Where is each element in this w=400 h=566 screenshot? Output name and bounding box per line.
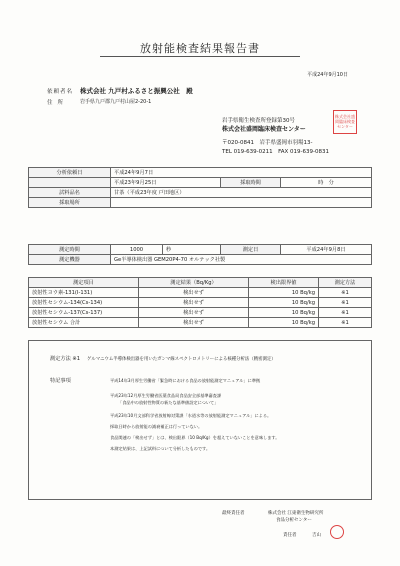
result-item: 放射性ヨウ素-131(I-131) [29, 288, 139, 298]
device-value: Ge半導体検出器 GEM20P4-70 オルテック社製 [111, 255, 372, 265]
stamp-text: 株式会社盛岡臨床検査センター [335, 114, 355, 129]
results-header-item: 測定項目 [29, 278, 139, 288]
note-line: 本測定結果は、上記試料について分析したものです。 [110, 446, 211, 451]
seal-stamp [330, 525, 344, 539]
result-value: 検出せず [139, 318, 249, 328]
note-line: 「食品中の放射性物質の新たな基準値設定について」 [118, 400, 219, 405]
final-responsible-org: 株式会社 江東衛生物研究所 [268, 511, 324, 516]
results-header-limit: 検出限界値 [249, 278, 319, 288]
measure-date-label: 測定日 [221, 245, 281, 255]
method-value: ゲルマニウム半導体検出器を用いたガンマ線スペクトロメトリーによる核種分析法（精密測定） [87, 357, 276, 362]
sampling-date-label [29, 178, 111, 188]
measure-time-value: 1000 [111, 245, 163, 255]
sampling-time-value: 時 分 [281, 178, 372, 188]
sample-info-table [28, 167, 372, 208]
notes-label: 特記事項 [50, 378, 71, 384]
final-responsible-label: 最終責任者 [222, 511, 245, 516]
measure-time-unit: 秒 [163, 245, 221, 255]
title-underline [100, 56, 300, 57]
lab-info [222, 117, 329, 156]
responsible-name: 吉山 [312, 533, 321, 538]
table-row [29, 318, 372, 328]
table-row [29, 308, 372, 318]
sampling-place-value [111, 198, 372, 208]
result-item: 放射性セシウム-134(Cs-134) [29, 298, 139, 308]
result-method: ※1 [319, 298, 372, 308]
result-value: 検出せず [139, 288, 249, 298]
result-item: 放射性セシウム 合計 [29, 318, 139, 328]
sampling-date-value: 平成23年9月25日 [111, 178, 221, 188]
client-name: 株式会社 九戸村ふるさと振興公社 殿 [80, 87, 193, 95]
address-value: 岩手県九戸郡九戸村山屋2-20-1 [80, 99, 152, 105]
result-limit: 10 Bq/kg [249, 318, 319, 328]
result-value: 検出せず [139, 298, 249, 308]
result-limit: 10 Bq/kg [249, 308, 319, 318]
results-table [28, 277, 372, 328]
company-stamp [333, 110, 357, 134]
address-label: 住所 [47, 100, 69, 106]
note-line: 平成14年3月厚生労働省「緊急時における食品の放射能測定マニュアル」に準拠 [110, 378, 261, 383]
analysis-date-label: 分析依頼日 [29, 168, 111, 178]
lab-phone: TEL 019-639-0211 FAX 019-639-0831 [222, 148, 330, 155]
note-line: 平成23年12月厚生労働省医薬食品局食品安全部基準審査課 [110, 393, 222, 398]
notes-block [28, 340, 372, 500]
sampling-time-label: 採取時間 [221, 178, 281, 188]
measure-time-label: 測定時間 [29, 245, 111, 255]
sampling-place-label: 採取場所 [29, 198, 111, 208]
result-method: ※1 [319, 308, 372, 318]
lab-name: 株式会社盛岡臨床検査センター [222, 125, 306, 133]
sample-name-label: 試料品名 [29, 188, 111, 198]
lab-registration: 岩手県衛生検査所登録第30号 [222, 118, 295, 124]
note-line: 採取日時から放射能の減衰補正は行っていない。 [110, 424, 203, 429]
results-header-result: 測定結果（Bq/Kg） [139, 278, 249, 288]
issue-date: 平成24年9月10日 [307, 72, 348, 78]
analysis-date-value: 平成24年9月7日 [111, 168, 372, 178]
device-label: 測定機器 [29, 255, 111, 265]
result-method: ※1 [319, 318, 372, 328]
table-row [29, 288, 372, 298]
method-label: 測定方法 ※1 [50, 356, 81, 362]
sample-name-value: 甘茶（平成23年度 戸田地区） [111, 188, 372, 198]
results-header-method: 測定方法 [319, 278, 372, 288]
result-item: 放射性セシウム-137(Cs-137) [29, 308, 139, 318]
measure-date-value: 平成24年9月8日 [281, 245, 372, 255]
lab-postal: 〒020-0841 岩手県盛岡市羽場13- [222, 140, 313, 146]
note-line: 食品関連の「検出せず」とは、検出限界（10 Bq/Kg）を超えていないことを意味します。 [110, 435, 280, 440]
result-limit: 10 Bq/kg [249, 288, 319, 298]
table-row [29, 298, 372, 308]
result-value: 検出せず [139, 308, 249, 318]
final-responsible-dept: 食品分析センター [276, 518, 312, 523]
client-label: 依頼者名 [47, 89, 74, 95]
note-line: 平成23年10月文部科学省放射線対策課「水道水等の放射能測定マニュアル」による。 [110, 413, 272, 418]
result-method: ※1 [319, 288, 372, 298]
measurement-table [28, 244, 372, 265]
result-limit: 10 Bq/kg [249, 298, 319, 308]
responsible-label: 責任者 [283, 533, 297, 538]
document-title: 放射能検査結果報告書 [140, 42, 260, 55]
